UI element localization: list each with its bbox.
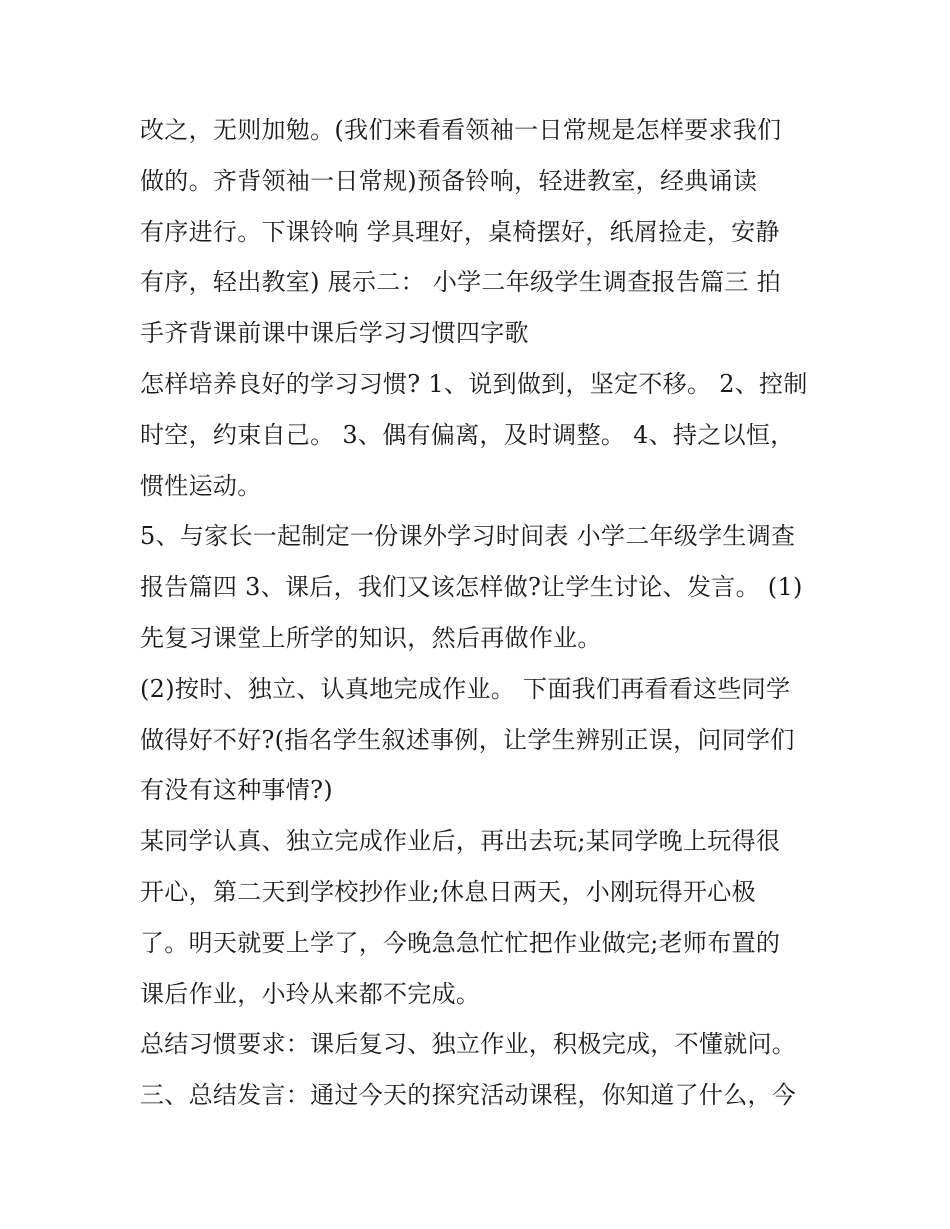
text-line: 报告篇四 3、课后，我们又该怎样做?让学生讨论、发言。 (1) xyxy=(140,573,803,602)
text-line: 手齐背课前课中课后学习习惯四字歌 xyxy=(140,319,529,348)
text-line: 改之，无则加勉。(我们来看看领袖一日常规是怎样要求我们 xyxy=(140,116,782,144)
text-line: 做的。齐背领袖一日常规)预备铃响，轻进教室，经典诵读 xyxy=(140,166,758,195)
text-line: 开心，第二天到学校抄作业;休息日两天，小刚玩得开心极 xyxy=(140,877,756,906)
document-body xyxy=(140,105,820,1121)
text-line: 总结习惯要求：课后复习、独立作业，积极完成，不懂就问。 xyxy=(140,1030,797,1059)
text-line: 做得好不好?(指名学生叙述事例，让学生辨别正误，问同学们 xyxy=(140,725,795,754)
text-line: (2)按时、独立、认真地完成作业。 下面我们再看看这些同学 xyxy=(140,674,791,703)
text-line: 惯性运动。 xyxy=(140,471,262,500)
text-line: 时空，约束自己。 3、偶有偏离，及时调整。 4、持之以恒， xyxy=(140,420,795,449)
text-line: 课后作业，小玲从来都不完成。 xyxy=(140,979,481,1008)
text-line: 某同学认真、独立完成作业后，再出去玩;某同学晚上玩得很 xyxy=(140,827,781,856)
text-line: 有没有这种事情?) xyxy=(140,776,333,805)
text-line: 了。明天就要上学了，今晚急急忙忙把作业做完;老师布置的 xyxy=(140,928,781,957)
text-line: 5、与家长一起制定一份课外学习时间表 小学二年级学生调查 xyxy=(140,522,796,551)
text-line: 怎样培养良好的学习习惯? 1、说到做到，坚定不移。 2、控制 xyxy=(140,369,808,398)
text-line: 有序，轻出教室) 展示二： 小学二年级学生调查报告篇三 拍 xyxy=(140,268,781,297)
text-line: 有序进行。下课铃响 学具理好，桌椅摆好，纸屑捡走，安静 xyxy=(140,217,780,246)
text-line: 三、总结发言：通过今天的探究活动课程，你知道了什么，今 xyxy=(140,1081,797,1110)
text-line: 先复习课堂上所学的知识，然后再做作业。 xyxy=(140,623,602,652)
